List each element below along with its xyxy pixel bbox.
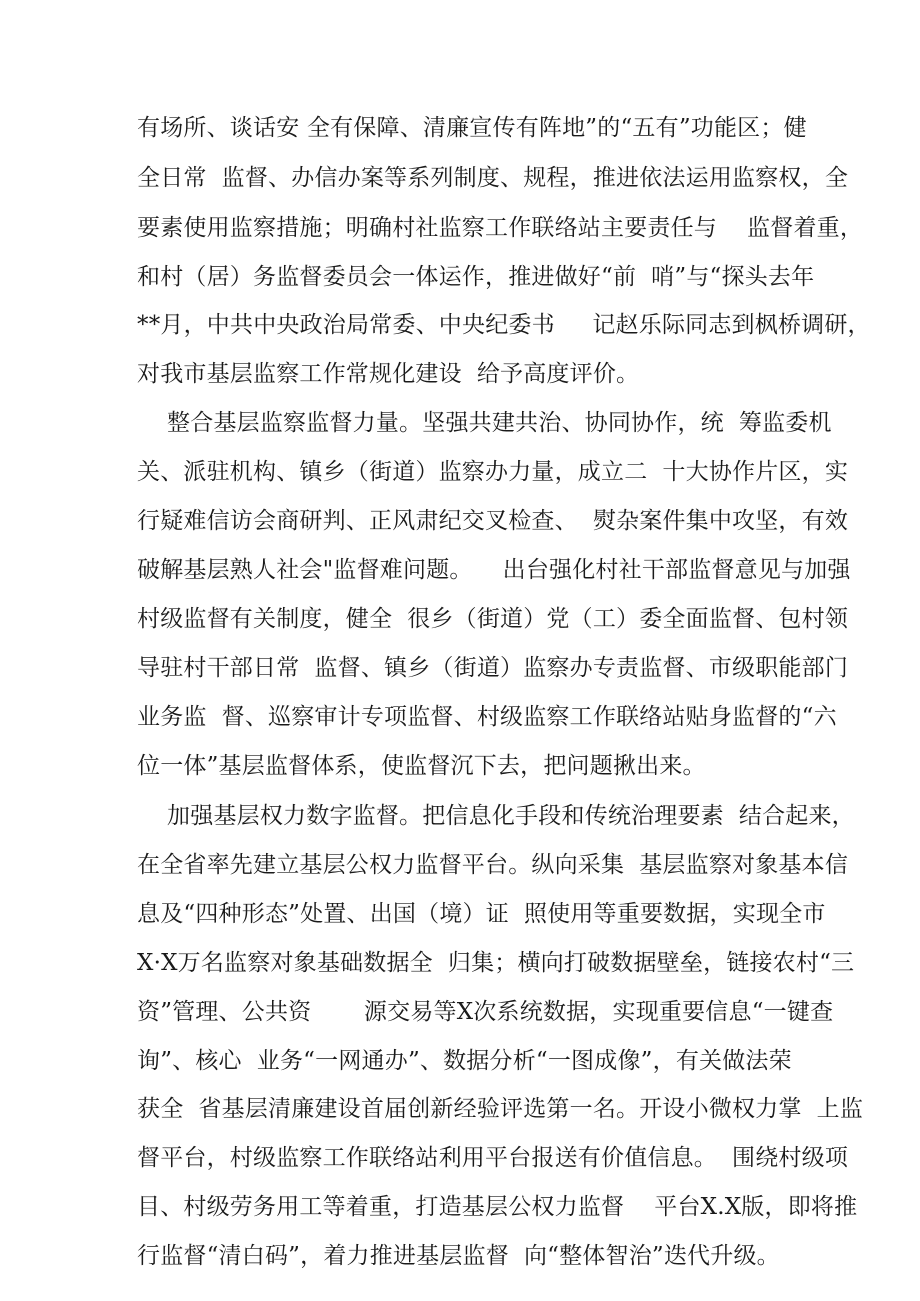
paragraph-2-line-6: 导驻村干部日常 监督、镇乡（街道）监察办专责监督、市级职能部门	[137, 655, 849, 681]
paragraph-3-line-2: 在全省率先建立基层公权力监督平台。纵向采集 基层监察对象基本信	[137, 852, 849, 878]
paragraph-3-line-3: 息及“四种形态”处置、出国（境）证 照使用等重要数据，实现全市	[137, 901, 826, 927]
paragraph-3-line-4: X·X万名监察对象基础数据全 归集；横向打破数据壁垒，链接农村“三	[137, 950, 855, 976]
paragraph-1-line-3: 要素使用监察措施；明确村社监察工作联络站主要责任与 监督着重，	[137, 215, 864, 241]
paragraph-2-line-4: 破解基层熟人社会"监督难问题。 出台强化村社干部监督意见与加强	[137, 557, 851, 583]
paragraph-3-line-8: 督平台，村级监察工作联络站利用平台报送有价值信息。 围绕村级项	[137, 1145, 849, 1171]
paragraph-1-line-4: 和村（居）务监督委员会一体运作，推进做好“前 哨”与“探头去年	[137, 264, 815, 290]
paragraph-2-line-5: 村级监督有关制度，健全 很乡（街道）党（工）委全面监督、包村领	[137, 606, 849, 632]
paragraph-2-line-3: 行疑难信访会商研判、正风肃纪交叉检查、 熨杂案件集中攻坚，有效	[137, 508, 849, 534]
paragraph-3-line-9: 目、村级劳务用工等着重，打造基层公权力监督 平台X.X版，即将推	[137, 1194, 858, 1220]
paragraph-3-line-1: 加强基层权力数字监督。把信息化手段和传统治理要素 结合起来，	[137, 803, 855, 829]
paragraph-2-line-7: 业务监 督、巡察审计专项监督、村级监察工作联络站贴身监督的“六	[137, 704, 837, 730]
paragraph-2-line-1: 整合基层监察监督力量。坚强共建共治、协同协作，统 筹监委机	[137, 410, 832, 436]
paragraph-1-line-6: 对我市基层监察工作常规化建设 给予高度评价。	[137, 361, 640, 387]
paragraph-2-line-8: 位一体”基层监督体系，使监督沉下去，把问题揪出来。	[137, 753, 706, 779]
paragraph-1-line-1: 有场所、谈话安 全有保障、清廉宣传有阵地”的“五有”功能区；健	[137, 115, 807, 141]
paragraph-3-line-7: 获全 省基层清廉建设首届创新经验评选第一名。开设小微权力掌 上监	[137, 1096, 864, 1122]
paragraph-3-line-5: 资”管理、公共资 源交易等X次系统数据，实现重要信息“一键查	[137, 999, 834, 1025]
paragraph-1-line-2: 全日常 监督、办信办案等系列制度、规程，推进依法运用监察权，全	[137, 165, 849, 191]
paragraph-3-line-6: 询”、核心 业务“一网通办”、数据分析“一图成像”，有关做法荣	[137, 1048, 792, 1074]
paragraph-3-line-10: 行监督“清白码”，着力推进基层监督 向“整体智治”迭代升级。	[137, 1243, 780, 1269]
paragraph-1-line-5: **月，中共中央政治局常委、中央纪委书 记赵乐际同志到枫桥调研，	[137, 312, 871, 338]
paragraph-2-line-2: 关、派驻机构、镇乡（街道）监察办力量，成立二 十大协作片区，实	[137, 459, 849, 485]
